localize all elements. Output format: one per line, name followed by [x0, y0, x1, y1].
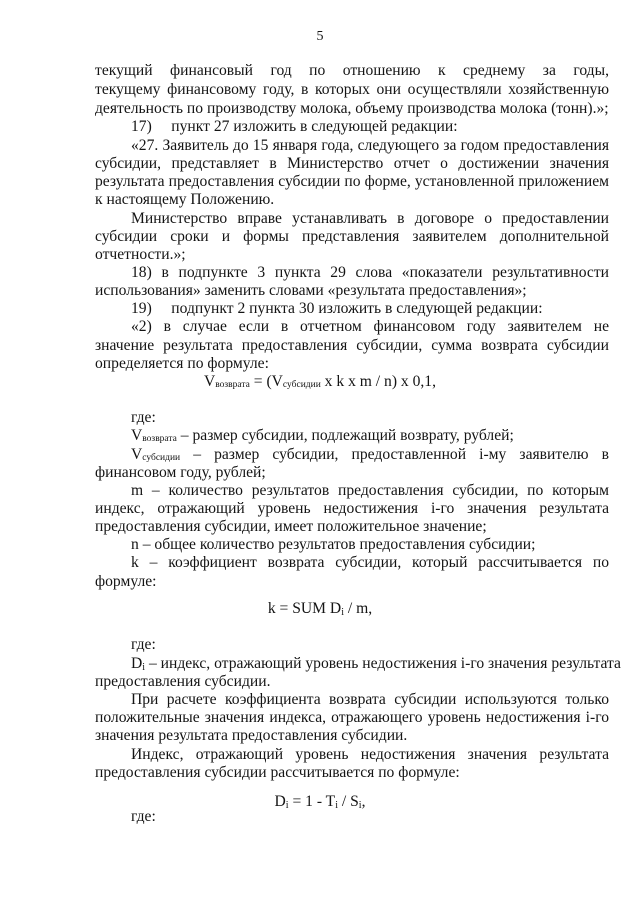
text-line: 17) пункт 27 изложить в следующей редакции: [131, 118, 458, 135]
text-line: где: [131, 409, 156, 426]
formula-return-amount: Vвозврата = (Vсубсидии x k x m / n) x 0,1, [203, 373, 436, 390]
text-line: субсидии, представляет в Министерство отчет о достижении значения [95, 155, 609, 172]
text-line: к настоящему Положению. [95, 191, 275, 208]
formula-coefficient: k = SUM Di / m, [267, 600, 373, 618]
definition-line: Vсубсидии – размер субсидии, предоставленной i-му заявителю в [131, 446, 609, 463]
text-line: m – количество результатов предоставления субсидии, по которым [131, 482, 609, 499]
text-line: использования» заменить словами «результата предоставления»; [95, 282, 527, 299]
text-line: субсидии сроки и формы представления заявителем дополнительной [95, 228, 609, 245]
definition-line: Di – индекс, отражающий уровень недостижения i-го значения результата [131, 655, 621, 673]
text-line: предоставления субсидии рассчитывается по формуле: [95, 764, 460, 781]
text-line: где: [131, 636, 156, 653]
text-line: где: [131, 808, 156, 825]
definition-line: Vвозврата – размер субсидии, подлежащий возврату, рублей; [131, 427, 514, 444]
text-line: отчетности.»; [95, 246, 186, 263]
page-number: 5 [316, 29, 324, 44]
text-line: положительные значения индекса, отражающего уровень недостижения i-го [95, 709, 609, 726]
text-line: текущему финансовому году, в которых они осуществляли хозяйственную [95, 81, 609, 98]
text-line: n – общее количество результатов предоставления субсидии; [131, 536, 536, 553]
text-line: «2) в случае если в отчетном финансовом году заявителем не [131, 318, 609, 335]
text-line: определяется по формуле: [95, 355, 269, 372]
text-line: формуле: [95, 573, 157, 590]
formula-index: Di = 1 - Ti / Si, [274, 793, 366, 811]
text-line: 18) в подпункте 3 пункта 29 слова «показатели результативности [131, 264, 609, 281]
text-line: Индекс, отражающий уровень недостижения значения результата [131, 746, 609, 763]
text-line: Министерство вправе устанавливать в договоре о предоставлении [131, 210, 609, 227]
text-line: 19) подпункт 2 пункта 30 изложить в следующей редакции: [131, 300, 543, 317]
text-line: предоставления субсидии. [95, 673, 271, 690]
text-line: деятельность по производству молока, объему производства молока (тонн).»; [95, 100, 609, 117]
text-line: финансовом году, рублей; [95, 464, 266, 481]
text-line: k – коэффициент возврата субсидии, который рассчитывается по [131, 554, 609, 571]
text-line: значения результата предоставления субсидии. [95, 727, 408, 744]
text-line: «27. Заявитель до 15 января года, следующего за годом предоставления [131, 137, 609, 154]
text-line: При расчете коэффициента возврата субсидии используются только [131, 691, 609, 708]
text-line: результата предоставления субсидии по форме, установленной приложением [95, 173, 609, 190]
text-line: предоставления субсидии, имеет положительное значение; [95, 518, 487, 535]
text-line: индекс, отражающий уровень недостижения i-го значения результата [95, 500, 609, 517]
text-line: текущий финансовый год по отношению к среднему за годы, [95, 62, 609, 79]
text-line: значение результата предоставления субсидии, сумма возврата субсидии [95, 337, 609, 354]
